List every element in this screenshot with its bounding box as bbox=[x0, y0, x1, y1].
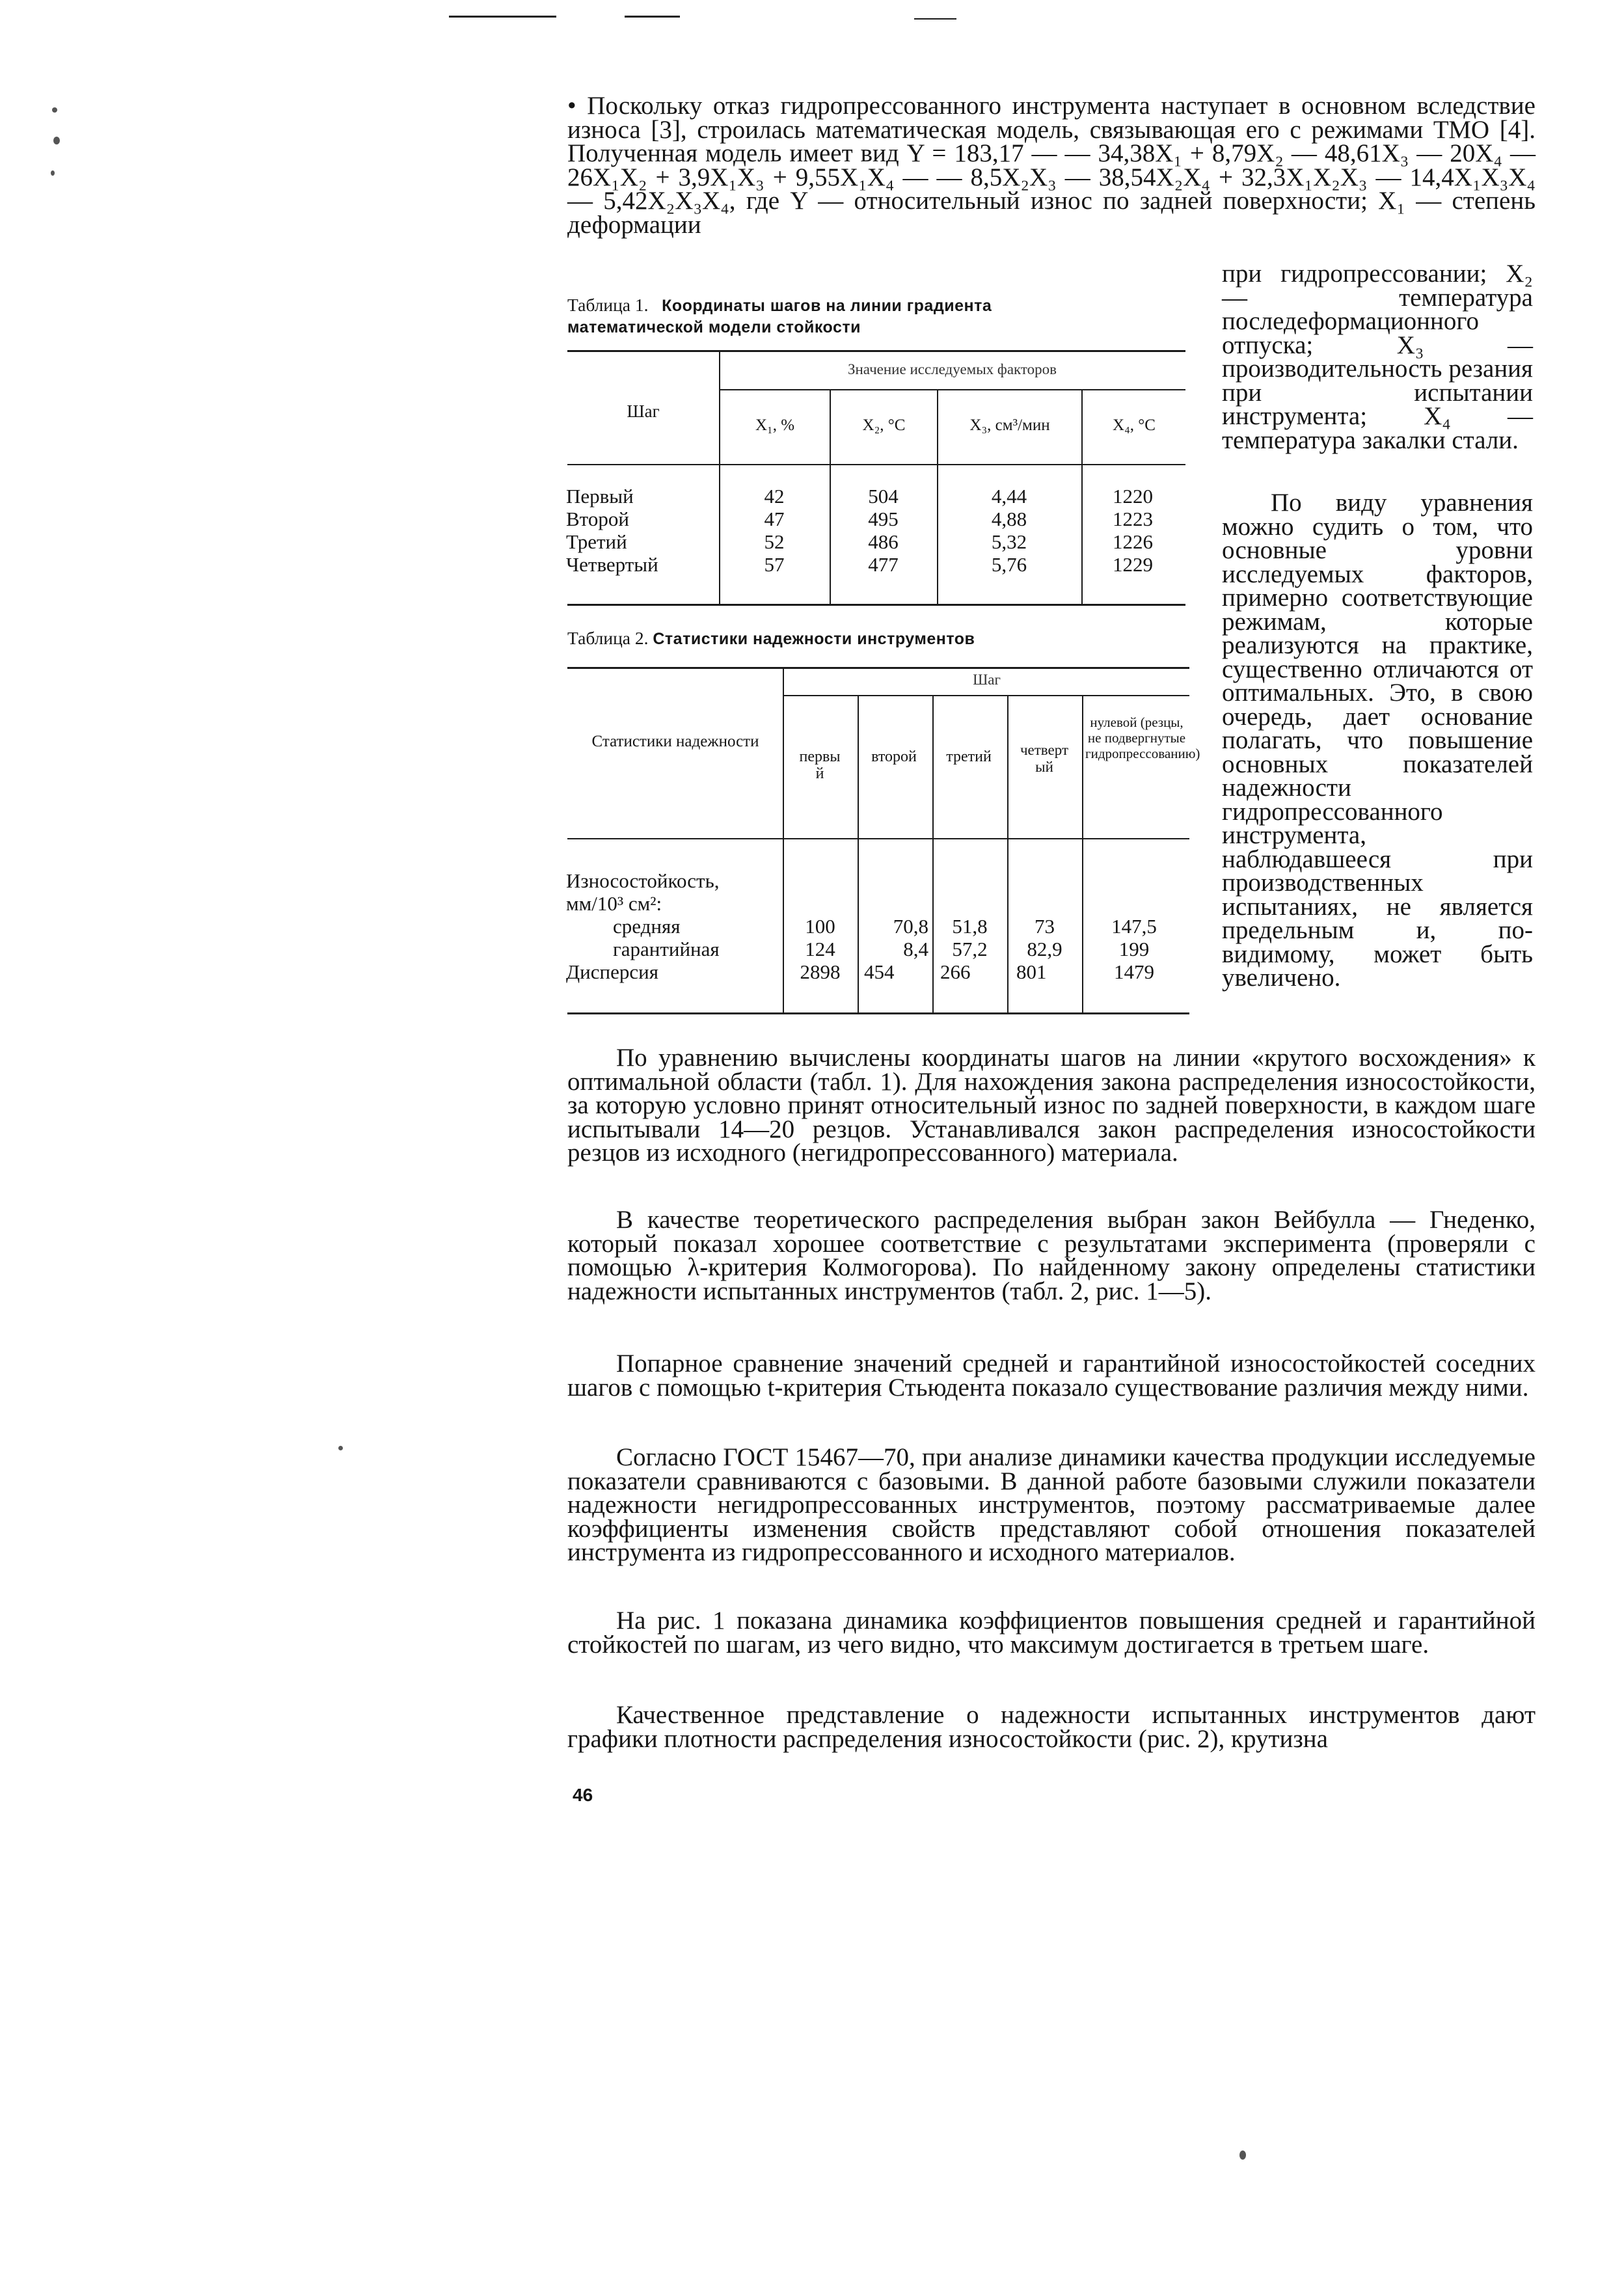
table-row bbox=[566, 553, 1184, 576]
table1-title-line1: Координаты шагов на линии градиента bbox=[662, 297, 992, 315]
table1-col-x4: X₄, °C bbox=[1113, 416, 1156, 434]
table1-x4: 1226 bbox=[1113, 530, 1153, 553]
table1-x2: 504 bbox=[868, 485, 899, 508]
scan-line bbox=[625, 16, 680, 18]
scan-speck bbox=[1239, 2151, 1246, 2160]
side-column-definitions: при гидропрессовании; X₂ — температура последеформационного отпуска; X₃ — производительность резания при испытании инструмента; X₄ — температура закалки стали. bbox=[1222, 260, 1533, 454]
side-column-paragraph: По виду уравнения можно судить о том, что основные уровни исследуемых факторов, примерно соответствующие режимам, которые реализуются на практике, существенно отличаются от оптимальных. Это, в свою очередь, дает основание полагать, что повышение основных показателей надежности гидропрессованного инструмента, наблюдавшееся при производственных испытаниях, не является предельным и, по-видимому, может быть увеличено. bbox=[1222, 489, 1533, 992]
table-row bbox=[566, 915, 1191, 938]
paragraph-4: Согласно ГОСТ 15467—70, при анализе динамики качества продукции исследуемые показатели сравниваются с базовыми. В данной работе базовыми служили показатели надежности негидропрессованных инструментов, поэтому рассматриваемые далее коэффициенты изменения свойств представляют собой отношения показателей инструмента из гидропрессованного и исходного материалов. bbox=[567, 1443, 1536, 1566]
table2-stat-header: Статистики надежности bbox=[591, 733, 759, 750]
table-row bbox=[566, 530, 1184, 553]
page-number: 46 bbox=[573, 1785, 593, 1805]
table2-v2: 70,8 bbox=[893, 915, 928, 938]
table2-v2: 8,4 bbox=[903, 938, 928, 960]
table1-header-rule bbox=[567, 464, 1185, 465]
scan-speck bbox=[52, 107, 57, 113]
table2-col-third: третий bbox=[946, 748, 992, 765]
table-row bbox=[566, 960, 1191, 983]
table1-x3: 5,32 bbox=[991, 530, 1027, 553]
table2-v4: 82,9 bbox=[1027, 938, 1062, 960]
table-row bbox=[566, 508, 1184, 530]
table1-bottom-rule bbox=[567, 604, 1185, 606]
table1-x2: 486 bbox=[868, 530, 899, 553]
table2-group-header: Шаг bbox=[973, 672, 1001, 688]
table2-v3: 57,2 bbox=[952, 938, 988, 960]
table-row bbox=[566, 485, 1184, 508]
scan-line bbox=[914, 18, 956, 20]
intro-paragraph: • Поскольку отказ гидропрессованного инструмента наступает в основном вследствие износа [3], строилась математическая модель, связывающая его с режимами ТМО [4]. Полученная модель имеет вид Y = 183,17 — — 34,38X₁ + 8,79X₂ — 48,61X₃ — 20X₄ — 26X₁X₂ + 3,9X₁X₃ + 9,55X₁X₄ — — 8,5X₂X₃ — 38,54X₂X₄ + 32,3X₁X₂X₃ — 14,4X₁X₃X₄ — 5,42X₂X₃X₄, где Y — относительный износ по задней поверхности; X₁ — степень деформации bbox=[567, 92, 1536, 239]
table2-v2: 454 bbox=[864, 960, 895, 983]
table1-x1: 57 bbox=[764, 553, 785, 576]
table1-x4: 1229 bbox=[1113, 553, 1153, 576]
paragraph-6: Качественное представление о надежности испытанных инструментов дают графики плотности распределения износостойкости (рис. 2), крутизна bbox=[567, 1701, 1536, 1753]
table2-v3: 51,8 bbox=[952, 915, 988, 938]
table2-stat: Дисперсия bbox=[566, 960, 658, 983]
table2-col-second: второй bbox=[871, 748, 917, 765]
table2-v0: 147,5 bbox=[1111, 915, 1157, 938]
table1-step: Третий bbox=[566, 530, 627, 553]
table1-x1: 42 bbox=[764, 485, 785, 508]
table1-step: Первый bbox=[566, 485, 634, 508]
table1-x2: 495 bbox=[868, 508, 899, 530]
table2-body bbox=[566, 915, 1191, 983]
table2-v3: 266 bbox=[940, 960, 971, 983]
table2-group-rule bbox=[783, 695, 1189, 696]
table2-v1: 2898 bbox=[800, 960, 841, 983]
table1-body bbox=[566, 485, 1184, 576]
table2-v0: 199 bbox=[1118, 938, 1150, 960]
table1-group-rule bbox=[719, 389, 1185, 390]
table2-col-zero: нулевой (резцы, не подвергнутые гидропрессованию) bbox=[1085, 714, 1200, 761]
table1-x1: 52 bbox=[764, 530, 785, 553]
table1-x3: 5,76 bbox=[991, 553, 1027, 576]
table1-x3: 4,88 bbox=[991, 508, 1027, 530]
table2-caption bbox=[567, 628, 1205, 649]
table2-v1: 100 bbox=[805, 915, 835, 938]
table2-top-rule bbox=[567, 667, 1189, 669]
table1-x3: 4,44 bbox=[991, 485, 1027, 508]
scan-speck bbox=[51, 170, 55, 176]
table1-col-x3: X₃, см³/мин bbox=[969, 416, 1050, 434]
table2-v1: 124 bbox=[805, 938, 835, 960]
table2-stat: средняя bbox=[613, 915, 681, 938]
scan-speck bbox=[53, 137, 60, 144]
scan-line bbox=[449, 16, 556, 18]
table2-col-fourth: четвертый bbox=[1020, 742, 1068, 775]
paragraph-5: На рис. 1 показана динамика коэффициентов повышения средней и гарантийной стойкостей по шагам, из чего видно, что максимум достигается в третьем шаге. bbox=[567, 1607, 1536, 1659]
table1-col-x2: X₂, °C bbox=[862, 416, 906, 434]
table2-row-group: Износостойкость, мм/10³ см²: bbox=[566, 869, 720, 915]
table2-bottom-rule bbox=[567, 1012, 1189, 1014]
table1-col-x1: X₁, % bbox=[755, 416, 795, 434]
table2-v4: 801 bbox=[1016, 960, 1047, 983]
table1-label: Таблица 1. bbox=[567, 295, 649, 315]
table2-title: Статистики надежности инструментов bbox=[653, 630, 975, 648]
table1-title-line2: математической модели стойкости bbox=[567, 318, 861, 336]
paragraph-1: По уравнению вычислены координаты шагов на линии «крутого восхождения» к оптимальной области (табл. 1). Для нахождения закона распределения износостойкости, за которую условно принят относительный износ по задней поверхности, в каждом шаге испытывали 14—20 резцов. Устанавливался закон распределения износостойкости резцов из исходного (негидропрессованного) материала. bbox=[567, 1044, 1536, 1167]
table1-x4: 1220 bbox=[1113, 485, 1153, 508]
table2-stat: гарантийная bbox=[613, 938, 720, 960]
table2-v0: 1479 bbox=[1114, 960, 1154, 983]
paragraph-3: Попарное сравнение значений средней и гарантийной износостойкостей соседних шагов с помощью t-критерия Стьюдента показало существование различия между ними. bbox=[567, 1350, 1536, 1402]
table1-group-header: Значение исследуемых факторов bbox=[847, 361, 1057, 377]
table2-v4: 73 bbox=[1035, 915, 1055, 938]
paragraph-2: В качестве теоретического распределения выбран закон Вейбулла — Гнеденко, который показал хорошее соответствие с результатами эксперимента (проверяли с помощью λ-критерия Колмогорова). По найденному закону определены статистики надежности испытанных инструментов (табл. 2, рис. 1—5). bbox=[567, 1206, 1536, 1305]
table1-step: Четвертый bbox=[566, 553, 658, 576]
table1-step: Второй bbox=[566, 508, 629, 530]
table1-x1: 47 bbox=[764, 508, 785, 530]
table2-label: Таблица 2. bbox=[567, 628, 649, 648]
scan-speck bbox=[338, 1446, 343, 1450]
table2-col-first: первый bbox=[799, 748, 841, 782]
table2-header-rule bbox=[567, 838, 1189, 839]
table-row bbox=[566, 938, 1191, 960]
table1-x4: 1223 bbox=[1113, 508, 1153, 530]
table1-step-header: Шаг bbox=[627, 401, 660, 421]
table1-caption bbox=[567, 295, 1192, 338]
table1-x2: 477 bbox=[868, 553, 899, 576]
table1-top-rule bbox=[567, 350, 1185, 352]
